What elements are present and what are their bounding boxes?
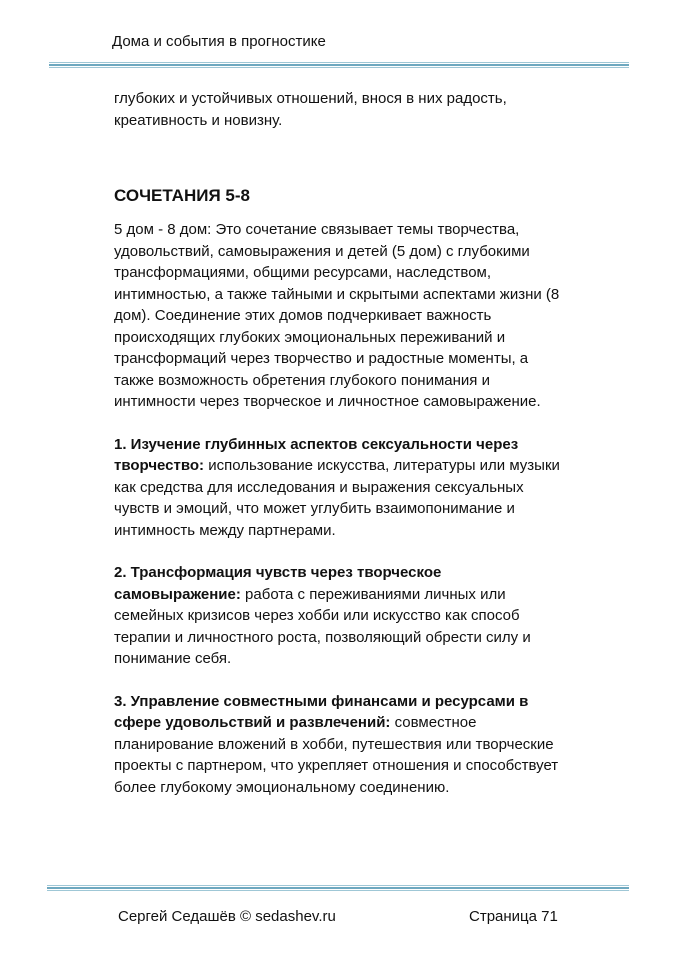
- list-item: [114, 434, 564, 542]
- list-item-text: работа с переживаниями личных или семейных кризисов через хобби или искусство как способ терапии и личностного роста, позволяющий обрести силу и понимание себя.: [114, 585, 531, 667]
- page-body: [114, 88, 564, 798]
- footer-author: Сергей Седашёв © sedashev.ru: [118, 908, 336, 925]
- list-item-title: 2. Трансформация чувств через творческое самовыражение:: [114, 564, 442, 603]
- list-item: [114, 562, 564, 670]
- running-header: Дома и события в прогностике: [112, 33, 326, 50]
- list-item-text: использование искусства, литературы или музыки как средства для исследования и выражения сексуальных чувств и эмоций, что может углубить взаимопонимание и интимность между партнерами.: [114, 457, 560, 539]
- list-item-title: 1. Изучение глубинных аспектов сексуальности через творчество:: [114, 435, 519, 474]
- list-item-title: 3. Управление совместными финансами и ресурсами в сфере удовольствий и развлечений:: [114, 692, 529, 731]
- continuation-paragraph: глубоких и устойчивых отношений, внося в них радость, креативность и новизну.: [114, 90, 507, 129]
- header-divider: [49, 62, 629, 68]
- list-item: [114, 691, 564, 799]
- intro-paragraph: 5 дом - 8 дом: Это сочетание связывает темы творчества, удовольствий, самовыражения и детей (5 дом) с глубокими трансформациями, общими ресурсами, наследством, интимностью, а также тайными и скрытыми аспектами жизни (8 дом). Соединение этих домов подчеркивает важность происходящих глубоких эмоциональных переживаний и трансформаций через творчество и радостные моменты, а также возможность обретения глубокого понимания и интимности через творческое и личностное самовыражение.: [114, 221, 560, 410]
- section-title: СОЧЕТАНИЯ 5-8: [114, 186, 250, 205]
- footer-divider: [47, 885, 629, 891]
- list-item-text: совместное планирование вложений в хобби, путешествия или творческие проекты с партнером, что укрепляет отношения и способствует более глубокому эмоциональному соединению.: [114, 714, 559, 796]
- page-number: Страница 71: [469, 908, 558, 925]
